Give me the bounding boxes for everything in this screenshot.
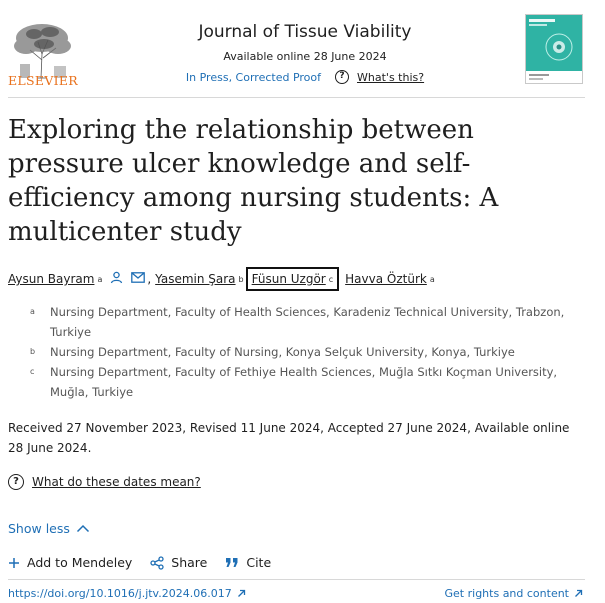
affiliation-list <box>30 302 590 402</box>
journal-header <box>0 0 605 105</box>
author-link[interactable]: Havva Öztürk <box>345 272 427 286</box>
whats-this-link[interactable]: What's this? <box>357 70 425 84</box>
article-history-dates: Received 27 November 2023, Revised 11 June 2024, Accepted 27 June 2024, Available online 28 June 2024. <box>8 421 570 455</box>
external-arrow-icon <box>237 589 246 598</box>
journal-title-link[interactable]: Journal of Tissue Viability <box>198 22 412 42</box>
affiliation-mark: c <box>30 367 35 376</box>
publisher-wordmark: ELSEVIER <box>8 73 79 88</box>
footer-divider <box>8 579 585 580</box>
share-icon <box>150 556 164 570</box>
dates-help <box>8 474 201 490</box>
mendeley-label: Add to Mendeley <box>27 555 133 570</box>
journal-info <box>110 22 500 84</box>
author-link[interactable]: Füsun Uzgör <box>251 272 326 286</box>
status-row <box>110 70 500 84</box>
affiliation-item <box>30 342 590 362</box>
article-actions <box>8 555 289 570</box>
show-less-label: Show less <box>8 521 70 536</box>
available-online-text: Available online 28 June 2024 <box>223 50 387 63</box>
get-rights-link[interactable] <box>445 587 583 600</box>
author-link[interactable]: Yasemin Şara <box>155 272 236 286</box>
article-title: Exploring the relationship between pressure ulcer knowledge and self-efficiency among nursing students: A multicenter study <box>8 115 499 247</box>
person-icon[interactable] <box>110 271 123 287</box>
journal-cover[interactable] <box>525 14 583 84</box>
doi-link[interactable] <box>8 587 246 600</box>
cite-label: Cite <box>246 555 272 570</box>
question-icon[interactable]: ? <box>335 70 349 84</box>
share-label: Share <box>171 555 208 570</box>
chevron-up-icon <box>76 524 90 533</box>
affiliation-text: Nursing Department, Faculty of Health Sciences, Karadeniz Technical University, Trabzon, Turkiye <box>50 305 565 339</box>
quote-icon <box>225 557 239 568</box>
highlighted-author[interactable] <box>246 267 340 291</box>
author-affil-mark: a <box>429 274 435 284</box>
affiliation-mark: a <box>30 307 35 316</box>
status-link[interactable]: In Press, Corrected Proof <box>185 70 322 84</box>
doi-text: https://doi.org/10.1016/j.jtv.2024.06.017 <box>8 587 232 600</box>
cite-button[interactable] <box>225 555 271 570</box>
affiliation-text: Nursing Department, Faculty of Nursing, Konya Selçuk University, Konya, Turkiye <box>50 345 515 359</box>
header-divider <box>8 97 585 98</box>
question-icon[interactable]: ? <box>8 474 24 490</box>
author-affil-mark: b <box>238 274 244 284</box>
show-less-button[interactable] <box>8 521 90 536</box>
author-list: Aysun Bayram a , Yasemin Şara b Füsun Uzgör c Havva Öztürk a <box>8 264 598 294</box>
affiliation-item <box>30 302 590 342</box>
plus-icon <box>8 557 20 569</box>
dates-help-link[interactable]: What do these dates mean? <box>32 475 201 489</box>
rights-text: Get rights and content <box>444 587 569 600</box>
author-link[interactable]: Aysun Bayram <box>8 272 95 286</box>
add-to-mendeley-button[interactable] <box>8 555 132 570</box>
affiliation-text: Nursing Department, Faculty of Fethiye Health Sciences, Muğla Sıtkı Koçman University, Muğla, Turkiye <box>50 365 558 399</box>
mail-icon[interactable] <box>131 272 145 286</box>
external-arrow-icon <box>574 589 583 598</box>
affiliation-mark: b <box>30 347 36 356</box>
affiliation-item <box>30 362 590 402</box>
author-affil-mark: a <box>97 274 103 284</box>
author-affil-mark: c <box>328 274 334 284</box>
share-button[interactable] <box>150 555 207 570</box>
